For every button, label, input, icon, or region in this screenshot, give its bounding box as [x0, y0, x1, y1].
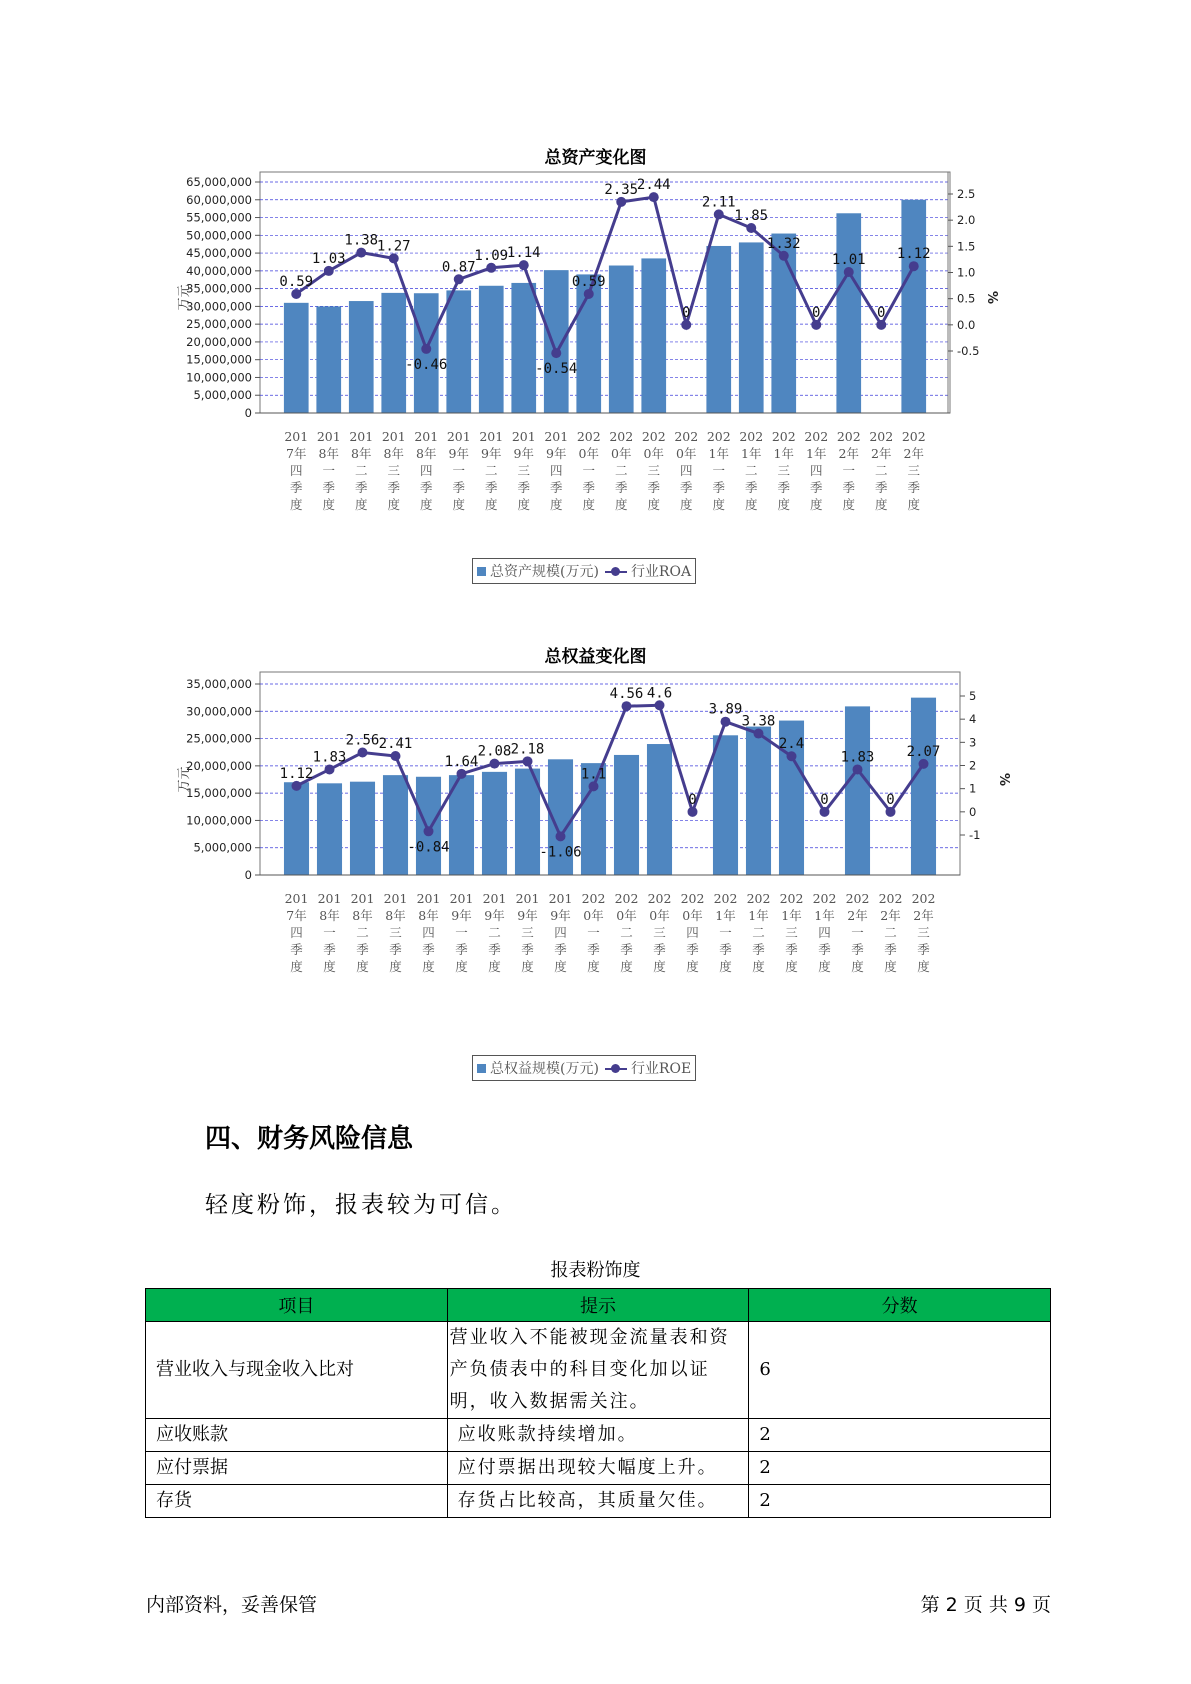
x-tick-label: 201 8年四季度 [414, 429, 439, 512]
x-tick-label: 202 2年一季度 [845, 891, 870, 974]
data-label: 1.12 [279, 765, 314, 782]
line-point [681, 320, 691, 330]
row-hint: 存货占比较高，其质量欠佳。 [447, 1485, 749, 1518]
data-label: 1.85 [734, 208, 769, 225]
line-point [391, 751, 401, 761]
y-tick-label: 20,000,000 [186, 334, 252, 349]
data-label: 1.64 [444, 753, 479, 770]
line-point [714, 209, 724, 219]
y-tick-label: 0 [244, 406, 252, 420]
equity-chart-legend [472, 1055, 696, 1081]
y-tick-label: 15,000,000 [186, 786, 252, 801]
y-tick-label: 15,000,000 [186, 352, 252, 367]
x-tick-label: 201 8年四季度 [416, 891, 441, 974]
data-label: 2.11 [701, 194, 736, 211]
bar [511, 283, 536, 413]
x-tick-label: 202 0年三季度 [641, 429, 666, 512]
x-tick-label: 202 0年一季度 [581, 891, 606, 974]
data-label: 1.83 [840, 749, 875, 766]
bar [383, 775, 408, 875]
y2-tick-label: 4 [969, 712, 977, 727]
table-row [146, 1485, 1051, 1518]
data-label: 0 [877, 304, 886, 321]
y-tick-label: 10,000,000 [186, 813, 252, 828]
y2-tick-label: 2 [969, 758, 977, 773]
y-tick-label: 5,000,000 [193, 840, 252, 855]
risk-conclusion: 轻度粉饰，报表较为可信。 [205, 1192, 517, 1218]
y-tick-label: 0 [244, 868, 252, 882]
line-point [622, 701, 632, 711]
data-label: 2.56 [345, 732, 380, 749]
y-tick-label: 60,000,000 [186, 192, 252, 207]
y-tick-label: 45,000,000 [186, 246, 252, 261]
row-score: 6 [749, 1322, 1051, 1419]
y2-axis-label: % [984, 290, 999, 305]
y2-tick-label: -0.5 [957, 344, 980, 358]
risk-table [145, 1288, 1051, 1518]
y2-tick-label: 2.0 [957, 213, 976, 228]
y2-tick-label: 0 [969, 804, 977, 819]
data-label: 1.14 [506, 245, 541, 262]
row-hint: 应收账款持续增加。 [447, 1419, 749, 1452]
legend-line-swatch [605, 567, 627, 576]
line-point [551, 348, 561, 358]
y-tick-label: 10,000,000 [186, 370, 252, 385]
x-tick-label: 201 8年三季度 [383, 891, 408, 974]
bar [713, 735, 738, 875]
data-label: 1.27 [376, 238, 411, 255]
footer-page-number: 第 2 页 共 9 页 [920, 1594, 1051, 1616]
equity-chart-title: 总权益变化图 [544, 647, 647, 667]
x-tick-label: 202 1年二季度 [746, 891, 771, 974]
line-point [389, 253, 399, 263]
x-tick-label: 202 0年三季度 [647, 891, 672, 974]
data-label: 4.56 [609, 686, 644, 703]
x-tick-label: 201 7年四季度 [284, 891, 309, 974]
row-score: 2 [749, 1452, 1051, 1485]
bar [446, 290, 471, 413]
data-label: -0.84 [407, 839, 450, 856]
section-heading: 四、财务风险信息 [205, 1124, 414, 1154]
y2-tick-label: 5 [969, 689, 977, 703]
table-row [146, 1452, 1051, 1485]
line-point [886, 807, 896, 817]
x-tick-label: 202 0年四季度 [674, 429, 699, 512]
y-tick-label: 50,000,000 [186, 228, 252, 243]
data-label: 1.03 [311, 250, 346, 267]
x-tick-label: 201 9年三季度 [515, 891, 540, 974]
bar [706, 246, 731, 413]
line-point [490, 759, 500, 769]
data-label: 2.44 [636, 177, 671, 194]
line-point [820, 807, 830, 817]
bar [349, 301, 374, 413]
line-point [876, 320, 886, 330]
data-label: 0 [820, 791, 829, 808]
bar [746, 727, 771, 875]
table-row [146, 1322, 1051, 1419]
data-label: 0 [886, 791, 895, 808]
line-point [325, 764, 335, 774]
table-row [146, 1419, 1051, 1452]
x-tick-label: 201 9年一季度 [449, 891, 474, 974]
line-point [811, 320, 821, 330]
bar [641, 258, 666, 413]
line-point [655, 700, 665, 710]
y-tick-label: 35,000,000 [186, 677, 252, 691]
data-label: 1.32 [766, 235, 801, 252]
data-label: 3.89 [708, 701, 743, 718]
legend-bar-label: 总资产规模(万元) [490, 564, 599, 580]
assets-chart-legend [472, 558, 696, 584]
y2-tick-label: 0.0 [957, 317, 976, 332]
x-tick-label: 201 9年二季度 [482, 891, 507, 974]
bar [739, 242, 764, 413]
legend-line-label: 行业ROA [630, 564, 692, 580]
line-point [556, 831, 566, 841]
table-header-row [146, 1289, 1051, 1322]
y-tick-label: 25,000,000 [186, 317, 252, 332]
x-tick-label: 202 2年二季度 [878, 891, 903, 974]
data-label: 3.38 [741, 713, 776, 730]
data-label: 1.83 [312, 749, 347, 766]
data-label: 1.09 [474, 247, 509, 264]
x-tick-label: 201 9年三季度 [511, 429, 536, 512]
line-point [421, 344, 431, 354]
line-point [292, 781, 302, 791]
y-tick-label: 55,000,000 [186, 210, 252, 225]
row-item: 营业收入与现金收入比对 [146, 1322, 448, 1419]
line-point [721, 717, 731, 727]
line-point [649, 192, 659, 202]
row-hint: 应付票据出现较大幅度上升。 [447, 1452, 749, 1485]
line-point [523, 756, 533, 766]
legend-line-swatch [605, 1064, 627, 1073]
x-tick-label: 202 0年一季度 [576, 429, 601, 512]
y-tick-label: 40,000,000 [186, 263, 252, 278]
bar [836, 213, 861, 413]
equity-chart [170, 670, 1020, 1068]
line-point [787, 751, 797, 761]
legend-bar-swatch [477, 567, 486, 576]
y2-tick-label: 0.5 [957, 291, 976, 306]
data-label: 1.01 [831, 251, 866, 268]
y-tick-label: 35,000,000 [186, 281, 252, 296]
data-label: 2.07 [906, 743, 941, 760]
x-tick-label: 202 1年二季度 [739, 429, 764, 512]
header-item: 项目 [146, 1289, 448, 1322]
line-point [486, 263, 496, 273]
bar [609, 266, 634, 413]
y-axis-label: 万元 [177, 766, 192, 793]
bar [479, 286, 504, 413]
x-tick-label: 202 1年四季度 [812, 891, 837, 974]
bar [901, 200, 926, 413]
line-point [844, 267, 854, 277]
line-point [589, 781, 599, 791]
line-point [919, 759, 929, 769]
data-label: 0.59 [571, 273, 606, 290]
x-tick-label: 201 7年四季度 [284, 429, 309, 512]
line-point [519, 260, 529, 270]
bar [647, 744, 672, 875]
data-label: 0 [682, 304, 691, 321]
x-tick-label: 202 1年一季度 [713, 891, 738, 974]
bar [284, 303, 309, 413]
y2-tick-label: -1 [969, 828, 981, 842]
x-tick-label: 201 9年一季度 [446, 429, 471, 512]
line-point [324, 266, 334, 276]
x-tick-label: 202 2年一季度 [836, 429, 861, 512]
line-point [746, 223, 756, 233]
data-label: 0 [812, 304, 821, 321]
x-tick-label: 201 9年四季度 [548, 891, 573, 974]
line-point [909, 261, 919, 271]
line-point [291, 289, 301, 299]
line-point [584, 289, 594, 299]
bar [284, 782, 309, 875]
x-tick-label: 202 2年三季度 [901, 429, 926, 512]
data-label: 0.59 [279, 273, 314, 290]
bar [614, 755, 639, 875]
bar [350, 782, 375, 875]
x-tick-label: 201 8年三季度 [381, 429, 406, 512]
footer-confidential: 内部资料，妥善保管 [146, 1594, 318, 1616]
data-label: 2.41 [378, 736, 413, 753]
x-tick-label: 202 1年一季度 [706, 429, 731, 512]
y-tick-label: 20,000,000 [186, 758, 252, 773]
row-hint: 营业收入不能被现金流量表和资产负债表中的科目变化加以证明，收入数据需关注。 [447, 1322, 749, 1419]
y-tick-label: 30,000,000 [186, 704, 252, 719]
x-tick-label: 202 1年三季度 [771, 429, 796, 512]
legend-bar-swatch [477, 1064, 486, 1073]
line-point [358, 748, 368, 758]
x-tick-label: 202 2年三季度 [911, 891, 936, 974]
data-label: 1.1 [580, 766, 607, 783]
line-point [424, 826, 434, 836]
y2-tick-label: 3 [969, 735, 977, 750]
line-point [454, 274, 464, 284]
bar [317, 783, 342, 875]
data-label: -0.54 [535, 361, 578, 378]
x-tick-label: 201 8年二季度 [350, 891, 375, 974]
bar [416, 777, 441, 875]
data-label: 2.4 [778, 736, 805, 753]
line-point [754, 729, 764, 739]
data-label: 0.87 [441, 259, 476, 276]
y2-tick-label: 1 [969, 781, 977, 796]
row-score: 2 [749, 1485, 1051, 1518]
data-label: 1.12 [896, 246, 931, 263]
bar [544, 270, 569, 413]
line-point [457, 769, 467, 779]
row-item: 存货 [146, 1485, 448, 1518]
data-label: 2.18 [510, 741, 545, 758]
data-label: 4.6 [646, 685, 673, 702]
x-tick-label: 202 0年二季度 [614, 891, 639, 974]
line-point [853, 764, 863, 774]
x-tick-label: 201 9年四季度 [544, 429, 569, 512]
line-point [616, 197, 626, 207]
y2-tick-label: 1.5 [957, 239, 976, 254]
table-caption: 报表粉饰度 [550, 1260, 641, 1281]
header-score: 分数 [749, 1289, 1051, 1322]
row-item: 应收账款 [146, 1419, 448, 1452]
header-hint: 提示 [447, 1289, 749, 1322]
data-label: 2.35 [604, 181, 639, 198]
bar [482, 772, 507, 875]
x-tick-label: 202 0年四季度 [680, 891, 705, 974]
y-tick-label: 25,000,000 [186, 731, 252, 746]
data-label: -1.06 [539, 844, 582, 861]
data-label: 1.38 [344, 232, 379, 249]
bar [316, 306, 341, 413]
assets-chart [170, 170, 1020, 570]
data-label: -0.46 [405, 356, 448, 373]
y2-tick-label: 1.0 [957, 265, 976, 280]
x-tick-label: 202 0年二季度 [609, 429, 634, 512]
x-tick-label: 202 2年二季度 [869, 429, 894, 512]
line-point [779, 251, 789, 261]
bar [911, 698, 936, 875]
y-tick-label: 5,000,000 [193, 388, 252, 403]
x-tick-label: 201 8年一季度 [317, 891, 342, 974]
y2-tick-label: 2.5 [957, 187, 976, 201]
line-point [356, 248, 366, 258]
x-tick-label: 202 1年三季度 [779, 891, 804, 974]
y-tick-label: 65,000,000 [186, 175, 252, 189]
x-tick-label: 201 8年一季度 [316, 429, 341, 512]
data-label: 2.08 [477, 743, 512, 760]
x-tick-label: 201 8年二季度 [349, 429, 374, 512]
y2-axis-label: % [996, 772, 1011, 787]
x-tick-label: 202 1年四季度 [804, 429, 829, 512]
x-tick-label: 201 9年二季度 [479, 429, 504, 512]
legend-line-label: 行业ROE [630, 1061, 692, 1077]
y-tick-label: 30,000,000 [186, 299, 252, 314]
row-item: 应付票据 [146, 1452, 448, 1485]
bar [381, 293, 406, 413]
row-score: 2 [749, 1419, 1051, 1452]
line-point [688, 807, 698, 817]
bar [845, 706, 870, 875]
y-axis-label: 万元 [177, 284, 192, 311]
data-label: 0 [688, 791, 697, 808]
legend-bar-label: 总权益规模(万元) [490, 1061, 599, 1077]
assets-chart-title: 总资产变化图 [544, 148, 647, 168]
